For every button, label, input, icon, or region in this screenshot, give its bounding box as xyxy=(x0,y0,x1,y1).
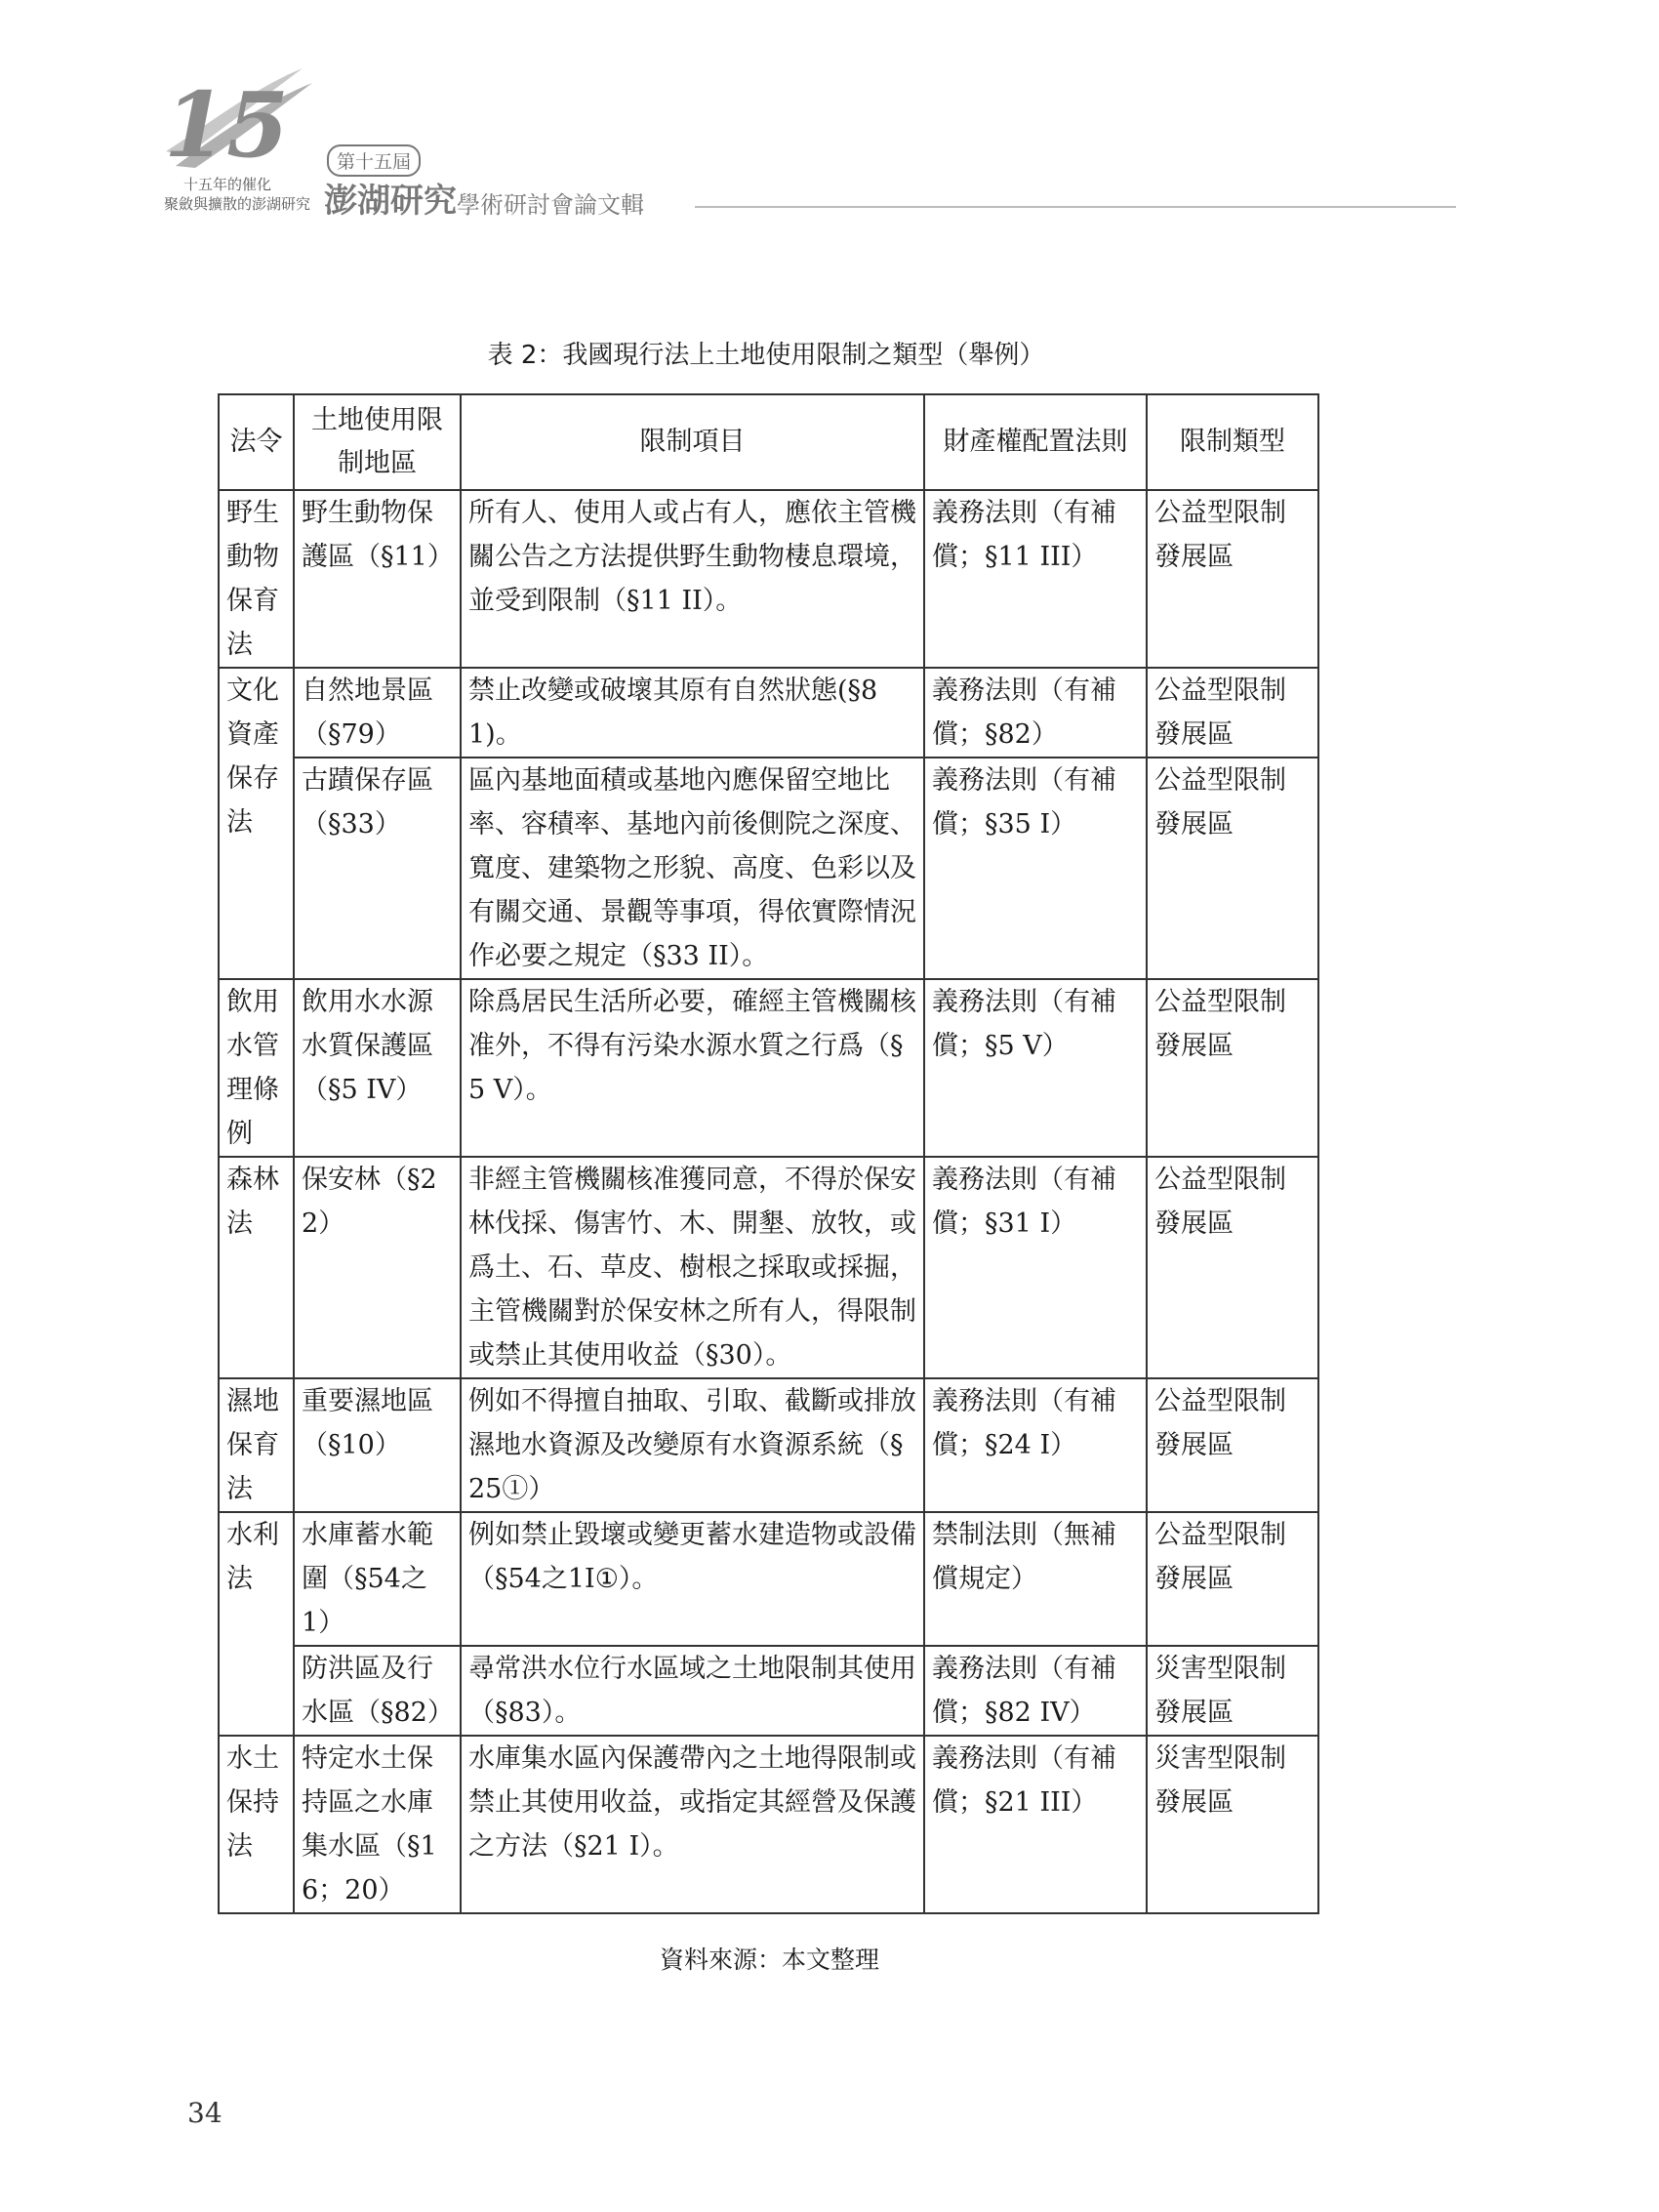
journal-subtitle: 學術研討會論文輯 xyxy=(457,191,644,219)
cell-law: 文化資產保存法 xyxy=(219,668,294,979)
cell-item: 例如禁止毀壞或變更蓄水建造物或設備（§54之1I①）。 xyxy=(461,1512,924,1646)
cell-type: 公益型限制發展區 xyxy=(1147,668,1318,758)
table-row xyxy=(219,979,1318,1157)
cell-rule: 義務法則（有補償；§82 IV） xyxy=(924,1646,1147,1736)
header-type: 限制類型 xyxy=(1147,394,1318,490)
cell-item: 所有人、使用人或占有人，應依主管機關公告之方法提供野生動物棲息環境，並受到限制（§11 II）。 xyxy=(461,490,924,668)
cell-law: 森林法 xyxy=(219,1157,294,1378)
table-row xyxy=(219,758,1318,979)
header-law: 法令 xyxy=(219,394,294,490)
cell-item: 水庫集水區內保護帶內之土地得限制或禁止其使用收益，或指定其經營及保護之方法（§21 I）。 xyxy=(461,1736,924,1913)
cell-item: 除爲居民生活所必要，確經主管機關核准外，不得有污染水源水質之行爲（§5 V）。 xyxy=(461,979,924,1157)
table-caption: 表 2：我國現行法上土地使用限制之類型（舉例） xyxy=(487,341,1045,370)
cell-type: 災害型限制發展區 xyxy=(1147,1736,1318,1913)
table-row xyxy=(219,1378,1318,1512)
header-divider xyxy=(695,206,1456,208)
table-row xyxy=(219,1646,1318,1736)
cell-area: 古蹟保存區（§33） xyxy=(294,758,461,979)
cell-rule: 義務法則（有補償；§11 III） xyxy=(924,490,1147,668)
cell-area: 水庫蓄水範圍（§54之1） xyxy=(294,1512,461,1646)
cell-law: 水利法 xyxy=(219,1512,294,1736)
header-item: 限制項目 xyxy=(461,394,924,490)
cell-law: 飲用水管理條例 xyxy=(219,979,294,1157)
cell-area: 重要濕地區（§10） xyxy=(294,1378,461,1512)
table-row xyxy=(219,1736,1318,1913)
land-use-restriction-table xyxy=(218,393,1319,1914)
cell-type: 公益型限制發展區 xyxy=(1147,1378,1318,1512)
table-header-row xyxy=(219,394,1318,490)
cell-rule: 義務法則（有補償；§35 I） xyxy=(924,758,1147,979)
cell-area: 保安林（§22） xyxy=(294,1157,461,1378)
cell-rule: 義務法則（有補償；§5 V） xyxy=(924,979,1147,1157)
cell-item: 區內基地面積或基地內應保留空地比率、容積率、基地內前後側院之深度、寬度、建築物之形貌、高度、色彩以及有關交通、景觀等事項，得依實際情況作必要之規定（§33 II）。 xyxy=(461,758,924,979)
cell-rule: 義務法則（有補償；§21 III） xyxy=(924,1736,1147,1913)
cell-type: 公益型限制發展區 xyxy=(1147,758,1318,979)
cell-type: 災害型限制發展區 xyxy=(1147,1646,1318,1736)
cell-rule: 義務法則（有補償；§31 I） xyxy=(924,1157,1147,1378)
svg-text:15: 15 xyxy=(164,72,290,176)
cell-area: 野生動物保護區（§11） xyxy=(294,490,461,668)
cell-law: 野生動物保育法 xyxy=(219,490,294,668)
cell-type: 公益型限制發展區 xyxy=(1147,490,1318,668)
cell-item: 禁止改變或破壞其原有自然狀態(§81)。 xyxy=(461,668,924,758)
cell-law: 濕地保育法 xyxy=(219,1378,294,1512)
cell-rule: 禁制法則（無補償規定） xyxy=(924,1512,1147,1646)
cell-item: 尋常洪水位行水區域之土地限制其使用（§83）。 xyxy=(461,1646,924,1736)
logo-swoosh-icon xyxy=(146,59,322,176)
table-row xyxy=(219,490,1318,668)
table-source-note: 資料來源：本文整理 xyxy=(659,1946,879,1974)
session-badge: 第十五屆 xyxy=(327,144,421,177)
table-row xyxy=(219,668,1318,758)
conference-logo xyxy=(146,59,322,215)
cell-item: 例如不得擅自抽取、引取、截斷或排放濕地水資源及改變原有水資源系統（§25①） xyxy=(461,1378,924,1512)
cell-item: 非經主管機關核准獲同意，不得於保安林伐採、傷害竹、木、開墾、放牧，或爲土、石、草皮、樹根之採取或採掘，主管機關對於保安林之所有人，得限制或禁止其使用收益（§30）。 xyxy=(461,1157,924,1378)
cell-type: 公益型限制發展區 xyxy=(1147,979,1318,1157)
cell-type: 公益型限制發展區 xyxy=(1147,1512,1318,1646)
cell-type: 公益型限制發展區 xyxy=(1147,1157,1318,1378)
cell-area: 飲用水水源水質保護區（§5 IV） xyxy=(294,979,461,1157)
header-rule: 財產權配置法則 xyxy=(924,394,1147,490)
cell-area: 自然地景區（§79） xyxy=(294,668,461,758)
cell-rule: 義務法則（有補償；§24 I） xyxy=(924,1378,1147,1512)
page-number: 34 xyxy=(187,2097,223,2129)
cell-rule: 義務法則（有補償；§82） xyxy=(924,668,1147,758)
cell-area: 防洪區及行水區（§82） xyxy=(294,1646,461,1736)
logo-text-line1: 十五年的催化 xyxy=(183,176,272,193)
table-row xyxy=(219,1512,1318,1646)
header-area: 土地使用限制地區 xyxy=(294,394,461,490)
cell-law: 水土保持法 xyxy=(219,1736,294,1913)
cell-area: 特定水土保持區之水庫集水區（§16；20） xyxy=(294,1736,461,1913)
logo-text-line2: 聚斂與擴散的澎湖研究 xyxy=(164,195,311,213)
journal-title: 澎湖研究 xyxy=(324,182,457,221)
table-row xyxy=(219,1157,1318,1378)
